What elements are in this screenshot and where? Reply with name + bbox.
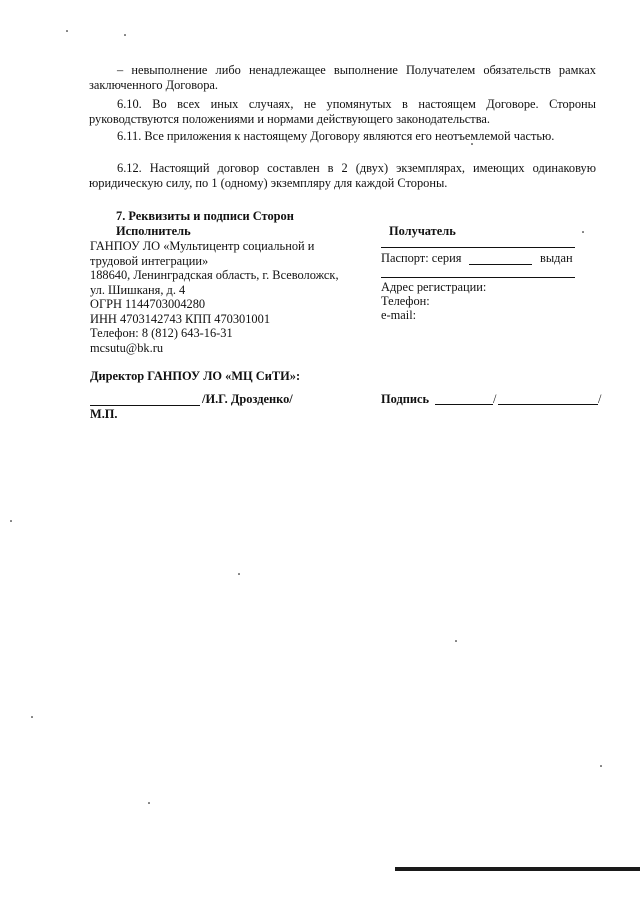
executor-address-line-2: ул. Шишканя, д. 4 bbox=[90, 283, 186, 297]
executor-org-line-1: ГАНПОУ ЛО «Мультицентр социальной и bbox=[90, 239, 315, 253]
executor-ogrn: ОГРН 1144703004280 bbox=[90, 297, 206, 311]
recipient-heading: Получатель bbox=[389, 224, 456, 238]
executor-org-line-2: трудовой интеграции» bbox=[90, 254, 209, 268]
executor-heading: Исполнитель bbox=[116, 224, 191, 238]
recipient-phone-label: Телефон: bbox=[381, 294, 430, 308]
scan-speck bbox=[471, 143, 473, 145]
registration-address-label: Адрес регистрации: bbox=[381, 280, 487, 294]
signature-separator-1: / bbox=[493, 392, 497, 406]
scan-speck bbox=[31, 716, 33, 718]
executor-email: mcsutu@bk.ru bbox=[90, 341, 164, 355]
scan-speck bbox=[600, 765, 602, 767]
signature-line bbox=[435, 404, 493, 405]
passport-series-label: Паспорт: серия bbox=[381, 251, 462, 265]
recipient-name-line bbox=[381, 247, 575, 248]
scan-speck bbox=[124, 34, 126, 36]
passport-issued-line bbox=[381, 277, 575, 278]
clause-first: – невыполнение либо ненадлежащее выполнение Получателем обязательств рамках заключенного Договора. bbox=[89, 63, 596, 92]
director-name: /И.Г. Дрозденко/ bbox=[202, 392, 293, 406]
signature-label: Подпись bbox=[381, 392, 430, 406]
scan-speck bbox=[10, 520, 12, 522]
signature-separator-2: / bbox=[598, 392, 602, 406]
section-heading: 7. Реквизиты и подписи Сторон bbox=[116, 209, 294, 223]
clause-6-10: 6.10. Во всех иных случаях, не упомянутых в настоящем Договоре. Стороны руководствуются положениями и нормами действующего законодательства. bbox=[89, 97, 596, 126]
clause-6-12: 6.12. Настоящий договор составлен в 2 (двух) экземплярах, имеющих одинаковую юридическую силу, по 1 (одному) экземпляру для каждой Стороны. bbox=[89, 161, 596, 190]
scan-speck bbox=[455, 640, 457, 642]
stamp-mark: М.П. bbox=[90, 407, 118, 421]
scan-speck bbox=[238, 573, 240, 575]
recipient-email-label: e-mail: bbox=[381, 308, 417, 322]
director-title: Директор ГАНПОУ ЛО «МЦ СиТИ»: bbox=[90, 369, 301, 383]
executor-address-line-1: 188640, Ленинградская область, г. Всеволожск, bbox=[90, 268, 339, 282]
clause-6-11: 6.11. Все приложения к настоящему Договору являются его неотъемлемой частью. bbox=[117, 129, 555, 143]
scan-speck bbox=[66, 30, 68, 32]
executor-phone: Телефон: 8 (812) 643-16-31 bbox=[90, 326, 233, 340]
scan-speck bbox=[582, 231, 584, 233]
signature-name-line bbox=[498, 404, 598, 405]
director-signature-line bbox=[90, 405, 200, 406]
passport-series-line bbox=[469, 264, 532, 265]
passport-issued-label: выдан bbox=[540, 251, 573, 265]
scan-edge-bar bbox=[395, 867, 640, 871]
scan-speck bbox=[148, 802, 150, 804]
executor-inn-kpp: ИНН 4703142743 КПП 470301001 bbox=[90, 312, 271, 326]
